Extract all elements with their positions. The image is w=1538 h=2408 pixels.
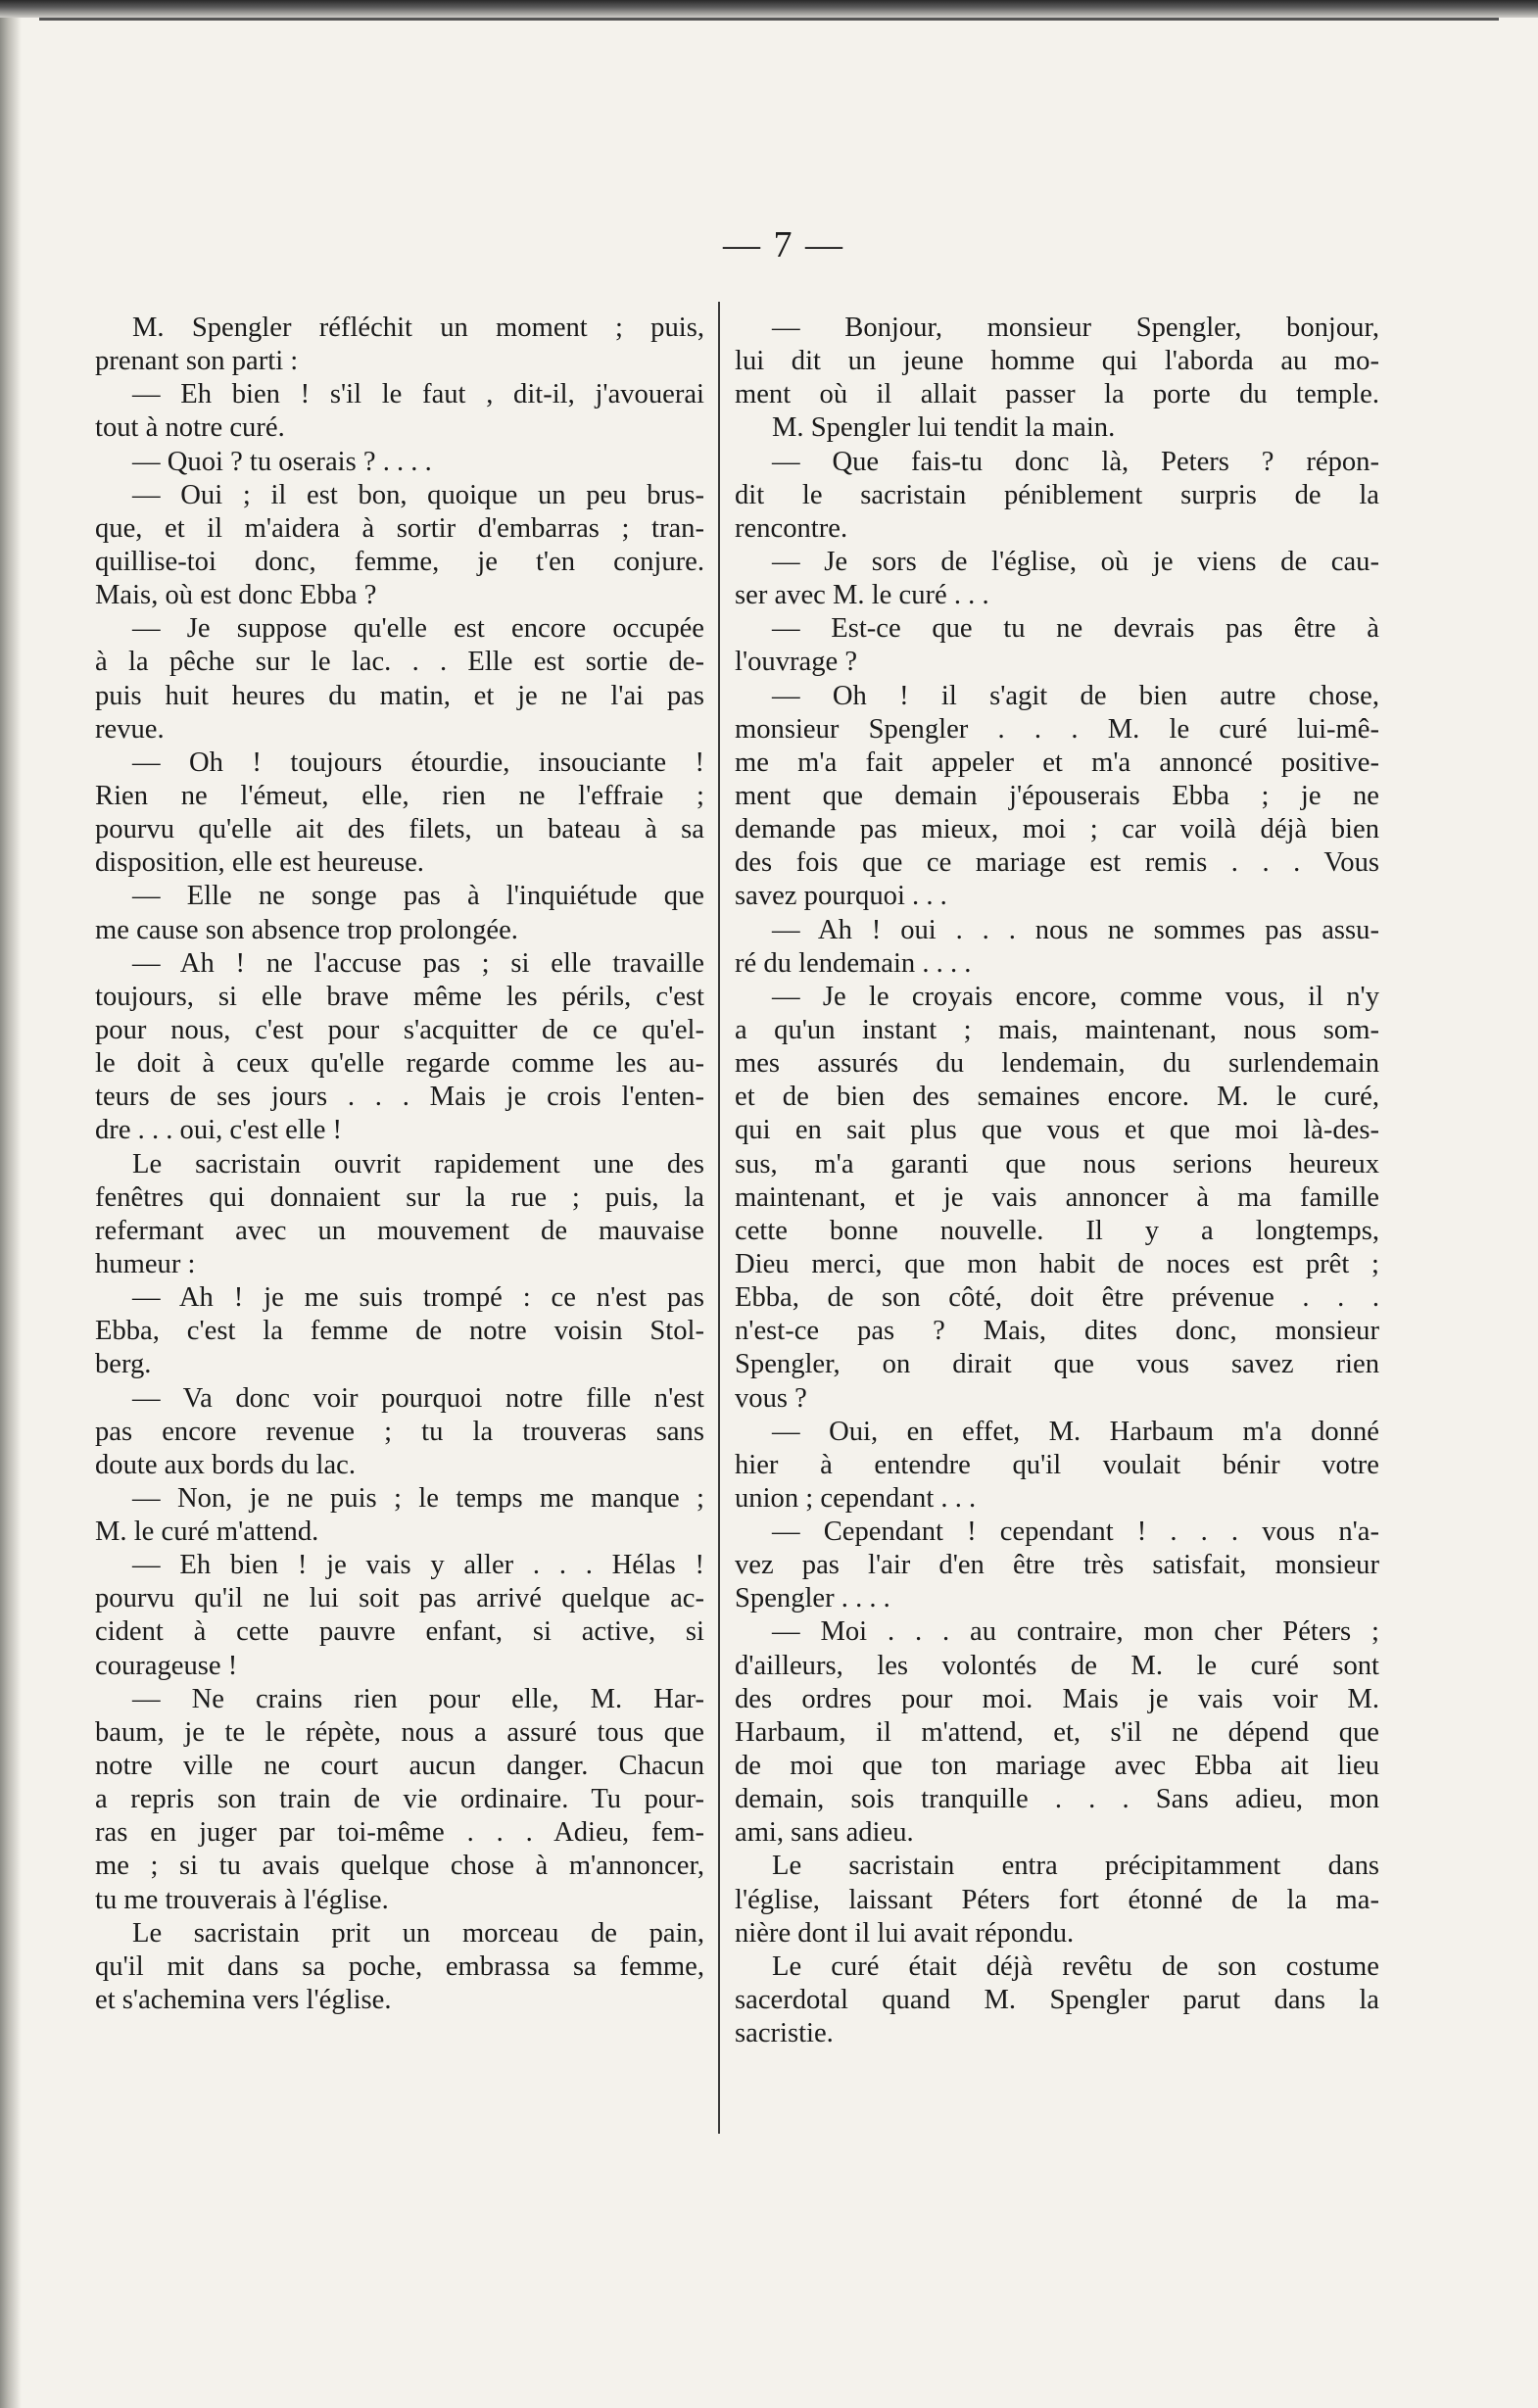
text-line: me m'a fait appeler et m'a annoncé positive- <box>735 746 1379 778</box>
text-line: pas encore revenue ; tu la trouveras sans <box>95 1416 704 1447</box>
text-line: lui dit un jeune homme qui l'aborda au mo- <box>735 346 1379 377</box>
text-line: sacristie. <box>735 2018 834 2049</box>
page-number: — 7 — <box>723 224 844 265</box>
text-line: humeur : <box>95 1248 196 1279</box>
text-line: le doit à ceux qu'elle regarde comme les au- <box>95 1048 704 1080</box>
text-line: baum, je te le répète, nous a assuré tous que <box>95 1716 704 1748</box>
text-line: l'ouvrage ? <box>735 647 858 678</box>
text-line: union ; cependant . . . <box>735 1482 977 1514</box>
text-line: — Que fais-tu donc là, Peters ? répon- <box>772 446 1379 477</box>
text-line: rencontre. <box>735 512 848 544</box>
text-line: et de bien des semaines encore. M. le curé, <box>735 1082 1379 1113</box>
text-line: d'ailleurs, les volontés de M. le curé sont <box>735 1650 1379 1681</box>
text-line: puis huit heures du matin, et je ne l'ai pas <box>95 680 704 711</box>
right-text-column <box>735 312 1379 2050</box>
text-line: mes assurés du lendemain, du surlendemain <box>735 1048 1379 1080</box>
text-line: sus, m'a garanti que nous serions heureux <box>735 1148 1379 1180</box>
text-line: — Elle ne songe pas à l'inquiétude que <box>132 881 704 912</box>
text-line: — Oui ; il est bon, quoique un peu brus- <box>132 479 704 510</box>
text-line: M. Spengler lui tendit la main. <box>772 412 1116 444</box>
text-line: — Ne crains rien pour elle, M. Har- <box>132 1683 704 1714</box>
text-line: hier à entendre qu'il voulait bénir votre <box>735 1449 1379 1480</box>
text-line: — Ah ! ne l'accuse pas ; si elle travaille <box>132 947 704 979</box>
text-line: — Non, je ne puis ; le temps me manque ; <box>132 1482 704 1514</box>
text-line: prenant son parti : <box>95 346 299 377</box>
text-line: demain, sois tranquille . . . Sans adieu, mon <box>735 1784 1379 1815</box>
text-line: courageuse ! <box>95 1650 238 1681</box>
text-line: de moi que ton mariage avec Ebba ait lieu <box>735 1751 1379 1782</box>
text-line: — Ah ! je me suis trompé : ce n'est pas <box>132 1282 704 1314</box>
text-line: des ordres pour moi. Mais je vais voir M. <box>735 1683 1379 1714</box>
text-line: cident à cette pauvre enfant, si active, si <box>95 1616 704 1648</box>
text-line: me cause son absence trop prolongée. <box>95 914 518 945</box>
text-line: — Moi . . . au contraire, mon cher Péters ; <box>772 1616 1379 1648</box>
text-line: à la pêche sur le lac. . . Elle est sortie de- <box>95 647 704 678</box>
text-line: fenêtres qui donnaient sur la rue ; puis, la <box>95 1181 704 1213</box>
text-line: monsieur Spengler . . . M. le curé lui-mê- <box>735 713 1379 745</box>
text-line: — Je sors de l'église, où je viens de cau- <box>772 546 1379 577</box>
text-line: savez pourquoi . . . <box>735 881 947 912</box>
text-line: a repris son train de vie ordinaire. Tu pour- <box>95 1784 704 1815</box>
text-line: notre ville ne court aucun danger. Chacun <box>95 1751 704 1782</box>
text-line: vez pas l'air d'en être très satisfait, monsieur <box>735 1550 1379 1581</box>
text-line: quillise-toi donc, femme, je t'en conjure. <box>95 546 704 577</box>
text-line: Dieu merci, que mon habit de noces est prêt ; <box>735 1248 1379 1279</box>
text-line: pourvu qu'il ne lui soit pas arrivé quelque ac- <box>95 1583 704 1614</box>
text-line: ment où il allait passer la porte du temple. <box>735 379 1379 410</box>
text-line: Spengler . . . . <box>735 1583 890 1614</box>
text-line: teurs de ses jours . . . Mais je crois l'enten- <box>95 1082 704 1113</box>
text-line: — Bonjour, monsieur Spengler, bonjour, <box>772 313 1379 343</box>
text-line: Harbaum, il m'attend, et, s'il ne dépend que <box>735 1716 1379 1748</box>
text-line: cette bonne nouvelle. Il y a longtemps, <box>735 1215 1379 1246</box>
top-rule <box>39 18 1499 21</box>
text-line: Rien ne l'émeut, elle, rien ne l'effraie ; <box>95 780 704 811</box>
text-line: — Ah ! oui . . . nous ne sommes pas assu- <box>772 914 1379 945</box>
text-line: — Eh bien ! je vais y aller . . . Hélas ! <box>132 1550 704 1581</box>
text-line: — Est-ce que tu ne devrais pas être à <box>772 613 1379 645</box>
text-line: dit le sacristain péniblement surpris de la <box>735 479 1379 510</box>
text-line: Le sacristain ouvrit rapidement une des <box>132 1148 704 1180</box>
text-line: n'est-ce pas ? Mais, dites donc, monsieur <box>735 1316 1379 1347</box>
text-line: ré du lendemain . . . . <box>735 947 972 979</box>
text-line: refermant avec un mouvement de mauvaise <box>95 1215 704 1246</box>
text-line: que, et il m'aidera à sortir d'embarras ; tran- <box>95 512 704 544</box>
text-line: ras en juger par toi-même . . . Adieu, fem- <box>95 1817 704 1849</box>
column-divider <box>718 302 720 2134</box>
text-line: maintenant, et je vais annoncer à ma famille <box>735 1181 1379 1213</box>
text-line: des fois que ce mariage est remis . . . Vous <box>735 847 1379 879</box>
text-line: qu'il mit dans sa poche, embrassa sa femme, <box>95 1950 704 1982</box>
left-text-column <box>95 312 704 2017</box>
text-line: a qu'un instant ; mais, maintenant, nous som- <box>735 1014 1379 1045</box>
text-line: — Eh bien ! s'il le faut , dit-il, j'avouerai <box>132 379 704 410</box>
text-line: ami, sans adieu. <box>735 1817 914 1849</box>
text-line: Le curé était déjà revêtu de son costume <box>772 1950 1379 1982</box>
text-line: — Cependant ! cependant ! . . . vous n'a- <box>772 1517 1379 1548</box>
text-line: Le sacristain entra précipitamment dans <box>772 1851 1379 1882</box>
scan-top-border <box>0 0 1538 18</box>
text-line: Ebba, de son côté, doit être prévenue . . . <box>735 1282 1379 1314</box>
text-line: vous ? <box>735 1382 807 1414</box>
text-line: berg. <box>95 1349 152 1380</box>
text-line: nière dont il lui avait répondu. <box>735 1917 1075 1949</box>
text-line: ser avec M. le curé . . . <box>735 580 989 611</box>
text-line: — Je le croyais encore, comme vous, il n'y <box>772 981 1379 1012</box>
text-line: l'église, laissant Péters fort étonné de la ma- <box>735 1884 1379 1915</box>
text-line: pour nous, c'est pour s'acquitter de ce qu'el- <box>95 1014 704 1045</box>
scan-left-edge <box>0 18 22 2408</box>
text-line: — Quoi ? tu oserais ? . . . . <box>132 446 432 477</box>
text-line: — Oh ! il s'agit de bien autre chose, <box>772 680 1379 711</box>
text-line: pourvu qu'elle ait des filets, un bateau à sa <box>95 814 704 845</box>
text-line: Mais, où est donc Ebba ? <box>95 580 377 611</box>
text-line: tout à notre curé. <box>95 412 285 444</box>
text-line: M. le curé m'attend. <box>95 1517 319 1548</box>
text-line: — Va donc voir pourquoi notre fille n'est <box>132 1382 704 1414</box>
text-line: — Oh ! toujours étourdie, insouciante ! <box>132 746 704 778</box>
text-line: dre . . . oui, c'est elle ! <box>95 1115 343 1146</box>
text-line: — Oui, en effet, M. Harbaum m'a donné <box>772 1416 1379 1447</box>
text-line: et s'achemina vers l'église. <box>95 1985 392 2016</box>
text-line: qui en sait plus que vous et que moi là-des- <box>735 1115 1379 1146</box>
text-line: M. Spengler réfléchit un moment ; puis, <box>132 313 704 343</box>
text-line: demande pas mieux, moi ; car voilà déjà bien <box>735 814 1379 845</box>
text-line: tu me trouverais à l'église. <box>95 1884 389 1915</box>
text-line: doute aux bords du lac. <box>95 1449 357 1480</box>
text-line: me ; si tu avais quelque chose à m'annoncer, <box>95 1851 704 1882</box>
text-line: ment que demain j'épouserais Ebba ; je ne <box>735 780 1379 811</box>
text-line: — Je suppose qu'elle est encore occupée <box>132 613 704 645</box>
text-line: Spengler, on dirait que vous savez rien <box>735 1349 1379 1380</box>
text-line: toujours, si elle brave même les périls, c'est <box>95 981 704 1012</box>
text-line: sacerdotal quand M. Spengler parut dans la <box>735 1985 1379 2016</box>
text-line: Le sacristain prit un morceau de pain, <box>132 1917 704 1949</box>
text-line: Ebba, c'est la femme de notre voisin Stol- <box>95 1316 704 1347</box>
text-line: disposition, elle est heureuse. <box>95 847 424 879</box>
text-line: revue. <box>95 713 165 745</box>
